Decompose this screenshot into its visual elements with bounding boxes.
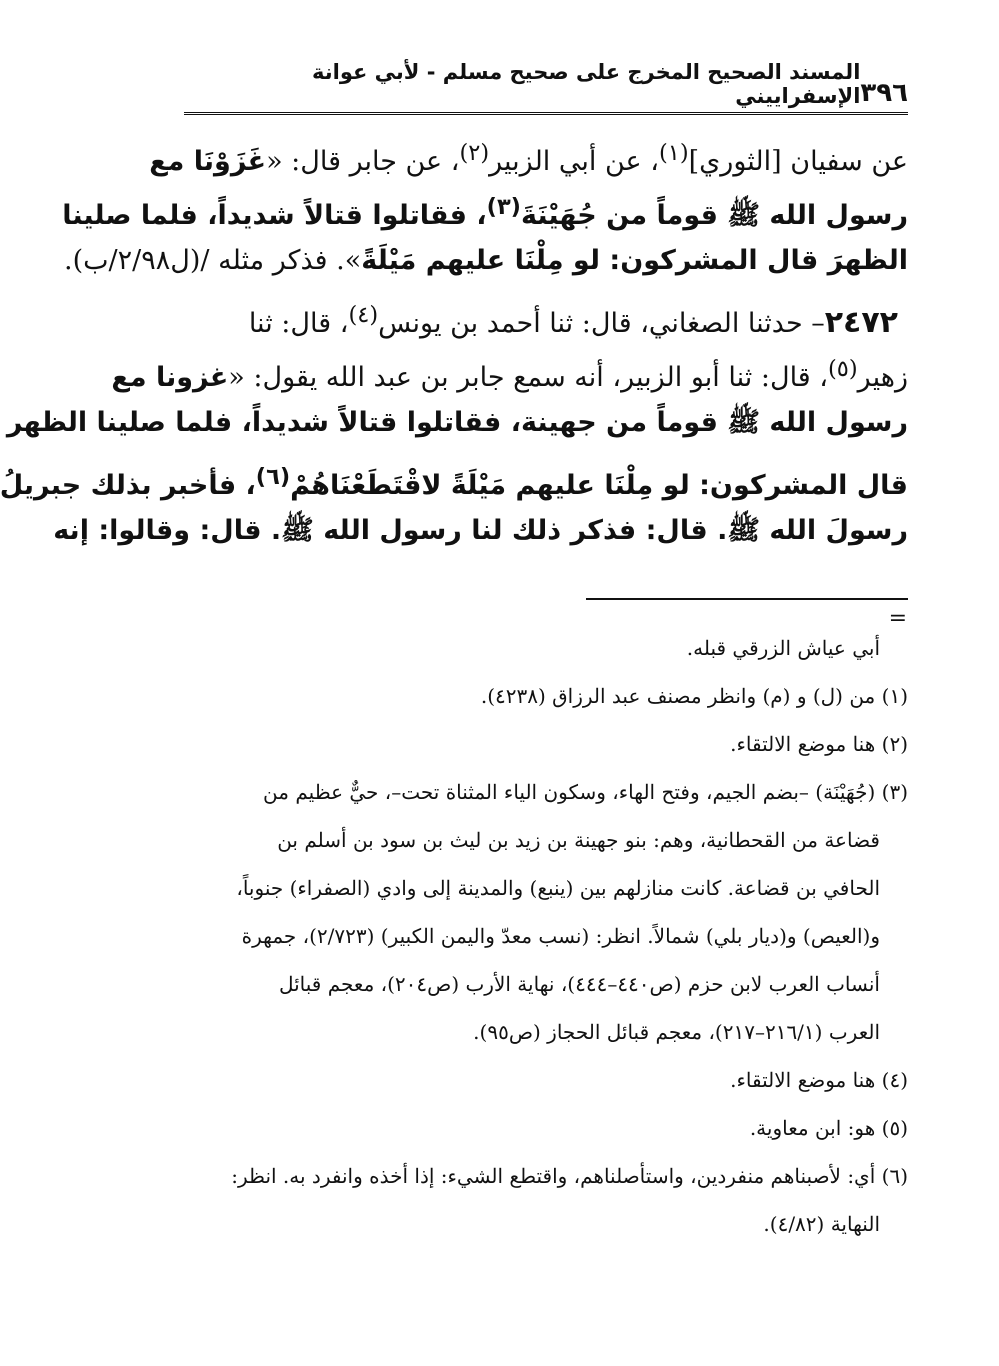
hadith-text: رسولَ الله ﷺ. قال: فذكر ذلك لنا رسول الله ﷺ. قال: وقالوا: إنه: [53, 515, 908, 546]
hadith-text: غزونا مع: [111, 362, 229, 393]
text-line: [186, 288, 908, 342]
text-line: [53, 504, 908, 558]
footnote-ref: (٣): [486, 194, 521, 220]
footnote-3-line: قضاعة من القحطانية، وهم: بنو جهينة بن زيد بن ليث بن سود بن أسلم بن: [277, 828, 880, 852]
text-run: – حدثنا الصغاني، قال: ثنا أحمد بن يونس: [378, 308, 825, 339]
text-span: [62, 180, 908, 234]
footnote-4: (٤) هنا موضع الالتقاء.: [730, 1068, 908, 1092]
text-span: [64, 234, 908, 288]
text-run: ، قال: ثنا أبو الزبير، أنه سمع جابر بن عبد الله يقول: «: [228, 362, 829, 393]
text-span: [0, 450, 908, 504]
text-run: ». فذكر مثله /(ل٢/٩٨/ب).: [64, 245, 362, 276]
footnote-6-line: (٦) أي: لأصبناهم منفردين، واستأصلناهم، واقتطع الشيء: إذا أخذه وانفرد به. انظر:: [231, 1164, 908, 1188]
text-line: [149, 126, 908, 180]
text-span: [111, 342, 908, 396]
text-line: [62, 180, 908, 234]
text-run: ، عن أبي الزبير: [489, 146, 659, 177]
page-number: ٣٩٦: [860, 78, 908, 108]
hadith-text: رسول الله ﷺ قوماً من جُهَيْنَةَ: [520, 200, 908, 231]
text-run: زهير: [857, 362, 908, 393]
header-rule: [184, 112, 908, 115]
hadith-text: رسول الله ﷺ قوماً من جهينة، فقاتلوا قتالاً شديداً، فلما صلينا الظهر: [6, 407, 908, 438]
footnote-6-line: النهاية (٤/٨٢).: [763, 1212, 880, 1236]
hadith-text: ، فقاتلوا قتالاً شديداً، فلما صلينا: [62, 200, 487, 231]
footnote-5: (٥) هو: ابن معاوية.: [749, 1116, 908, 1140]
footnote-ref: (٤): [348, 302, 379, 328]
footnote-continuation: أبي عياش الزرقي قبله.: [686, 636, 880, 660]
text-span: [249, 288, 898, 342]
text-run: ، قال: ثنا: [248, 308, 349, 339]
footnote-ref: (٦): [255, 464, 291, 490]
hadith-text: ، فأخبر بذلك جبريلُ: [0, 470, 256, 501]
footnote-ref: (١): [658, 140, 689, 166]
text-line: [0, 450, 908, 504]
footnote-text: (٣) (جُهَيْنَة) –بضم الجيم، وفتح الهاء، وسكون الياء المثناة تحت–، حيٌّ عظيم من: [263, 780, 908, 804]
footnote-ref: (٢): [459, 140, 490, 166]
text-line: [111, 342, 908, 396]
text-line: [6, 396, 908, 450]
continuation-mark: =: [888, 606, 907, 631]
footnote-3-line: العرب (٢١٦/١–٢١٧)، معجم قبائل الحجاز (ص٩٥).: [473, 1020, 880, 1044]
hadith-text: قال المشركون: لو مِلْنَا عليهم مَيْلَةً لاقْتَطَعْنَاهُمْ: [290, 470, 908, 501]
footnote-3-line: و(العيص) و(ديار بلي) شمالاً. انظر: (نسب معدّ واليمن الكبير) (٢/٧٢٣)، جمهرة: [241, 924, 880, 948]
footnote-1: (١) من (ل) و (م) وانظر مصنف عبد الرزاق (٤٢٣٨).: [480, 684, 908, 708]
footnote-2: (٢) هنا موضع الالتقاء.: [730, 732, 908, 756]
text-run: ، عن جابر قال: «: [266, 146, 460, 177]
main-text: [0, 126, 908, 558]
hadith-text: غَزَوْنَا مع: [149, 146, 267, 177]
footnote-ref: (٥): [828, 356, 858, 382]
text-run: عن سفيان [الثوري]: [688, 146, 908, 177]
hadith-text: الظهرَ قال المشركون: لو مِلْنَا عليهم مَيْلَةً: [361, 245, 908, 276]
footnote-3-line: أنساب العرب لابن حزم (ص٤٤٠–٤٤٤)، نهاية الأرب (ص٢٠٤)، معجم قبائل: [278, 972, 880, 996]
page-header: [184, 60, 908, 108]
text-span: [149, 126, 908, 180]
footnote-3-line: [186, 768, 908, 816]
text-line: [64, 234, 908, 288]
footnote-3-line: الحافي بن قضاعة. كانت منازلهم بين (ينبع) والمدينة إلى وادي (الصفراء) جنوباً،: [236, 876, 880, 900]
hadith-number: ٢٤٧٢: [824, 305, 898, 340]
running-title: المسند الصحيح المخرج على صحيح مسلم - لأبي عوانة الإسفراييني: [312, 60, 861, 108]
footnote-separator: [586, 598, 908, 600]
